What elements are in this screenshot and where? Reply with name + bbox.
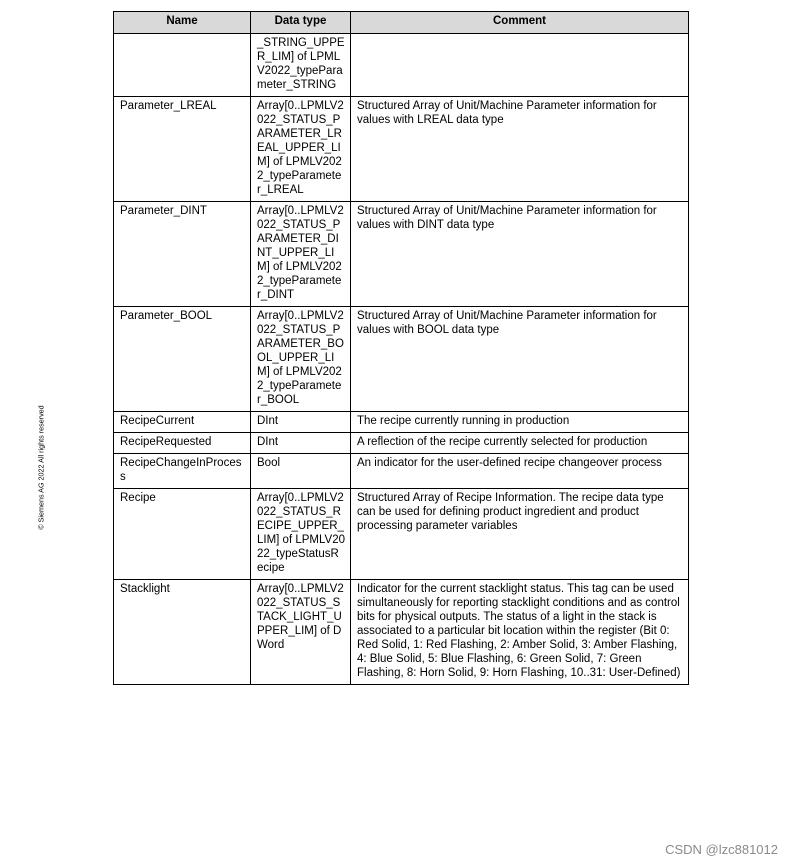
cell-name: Recipe <box>114 489 251 580</box>
copyright-notice <box>36 397 46 537</box>
cell-comment: An indicator for the user-defined recipe changeover process <box>351 454 689 489</box>
cell-type: _STRING_UPPER_LIM] of LPMLV2022_typeParameter_STRING <box>251 34 351 97</box>
cell-comment: Structured Array of Unit/Machine Parameter information for values with LREAL data type <box>351 97 689 202</box>
cell-name: Stacklight <box>114 580 251 685</box>
cell-comment: The recipe currently running in production <box>351 412 689 433</box>
cell-name: Parameter_BOOL <box>114 307 251 412</box>
cell-comment: Structured Array of Unit/Machine Parameter information for values with BOOL data type <box>351 307 689 412</box>
table-row <box>114 433 689 454</box>
cell-comment <box>351 34 689 97</box>
table-row <box>114 489 689 580</box>
cell-type: DInt <box>251 412 351 433</box>
cell-type: Array[0..LPMLV2022_STATUS_PARAMETER_LREAL_UPPER_LIM] of LPMLV2022_typeParameter_LREAL <box>251 97 351 202</box>
cell-type: Array[0..LPMLV2022_STATUS_RECIPE_UPPER_LIM] of LPMLV2022_typeStatusRecipe <box>251 489 351 580</box>
table-row <box>114 202 689 307</box>
watermark-text: CSDN @lzc881012 <box>665 842 778 857</box>
cell-name: RecipeCurrent <box>114 412 251 433</box>
parameter-table <box>113 11 689 685</box>
cell-name: Parameter_LREAL <box>114 97 251 202</box>
cell-type: Bool <box>251 454 351 489</box>
table-row <box>114 307 689 412</box>
cell-comment: Structured Array of Recipe Information. The recipe data type can be used for defining product ingredient and product processing parameter variables <box>351 489 689 580</box>
cell-name <box>114 34 251 97</box>
cell-type: Array[0..LPMLV2022_STATUS_PARAMETER_BOOL_UPPER_LIM] of LPMLV2022_typeParameter_BOOL <box>251 307 351 412</box>
table-row <box>114 34 689 97</box>
cell-type: Array[0..LPMLV2022_STATUS_PARAMETER_DINT_UPPER_LIM] of LPMLV2022_typeParameter_DINT <box>251 202 351 307</box>
cell-type: Array[0..LPMLV2022_STATUS_STACK_LIGHT_UPPER_LIM] of DWord <box>251 580 351 685</box>
cell-comment: A reflection of the recipe currently selected for production <box>351 433 689 454</box>
header-comment: Comment <box>351 12 689 34</box>
table-row <box>114 580 689 685</box>
cell-comment: Indicator for the current stacklight status. This tag can be used simultaneously for reporting stacklight conditions and as control bits for physical outputs. The status of a light in the stack is associated to a particular bit location within the register (Bit 0: Red Solid, 1: Red Flashing, 2: Amber Solid, 3: Amber Flashing, 4: Blue Solid, 5: Blue Flashing, 6: Green Solid, 7: Green Flashing, 8: Horn Solid, 9: Horn Flashing, 10..31: User-Defined) <box>351 580 689 685</box>
header-data-type: Data type <box>251 12 351 34</box>
table-row <box>114 412 689 433</box>
header-name: Name <box>114 12 251 34</box>
cell-name: RecipeRequested <box>114 433 251 454</box>
table-row <box>114 454 689 489</box>
copyright-text: © Siemens AG 2022 All rights reserved <box>36 404 46 530</box>
cell-type: DInt <box>251 433 351 454</box>
cell-name: RecipeChangeInProcess <box>114 454 251 489</box>
table-row <box>114 97 689 202</box>
table-header-row <box>114 12 689 34</box>
cell-name: Parameter_DINT <box>114 202 251 307</box>
cell-comment: Structured Array of Unit/Machine Parameter information for values with DINT data type <box>351 202 689 307</box>
